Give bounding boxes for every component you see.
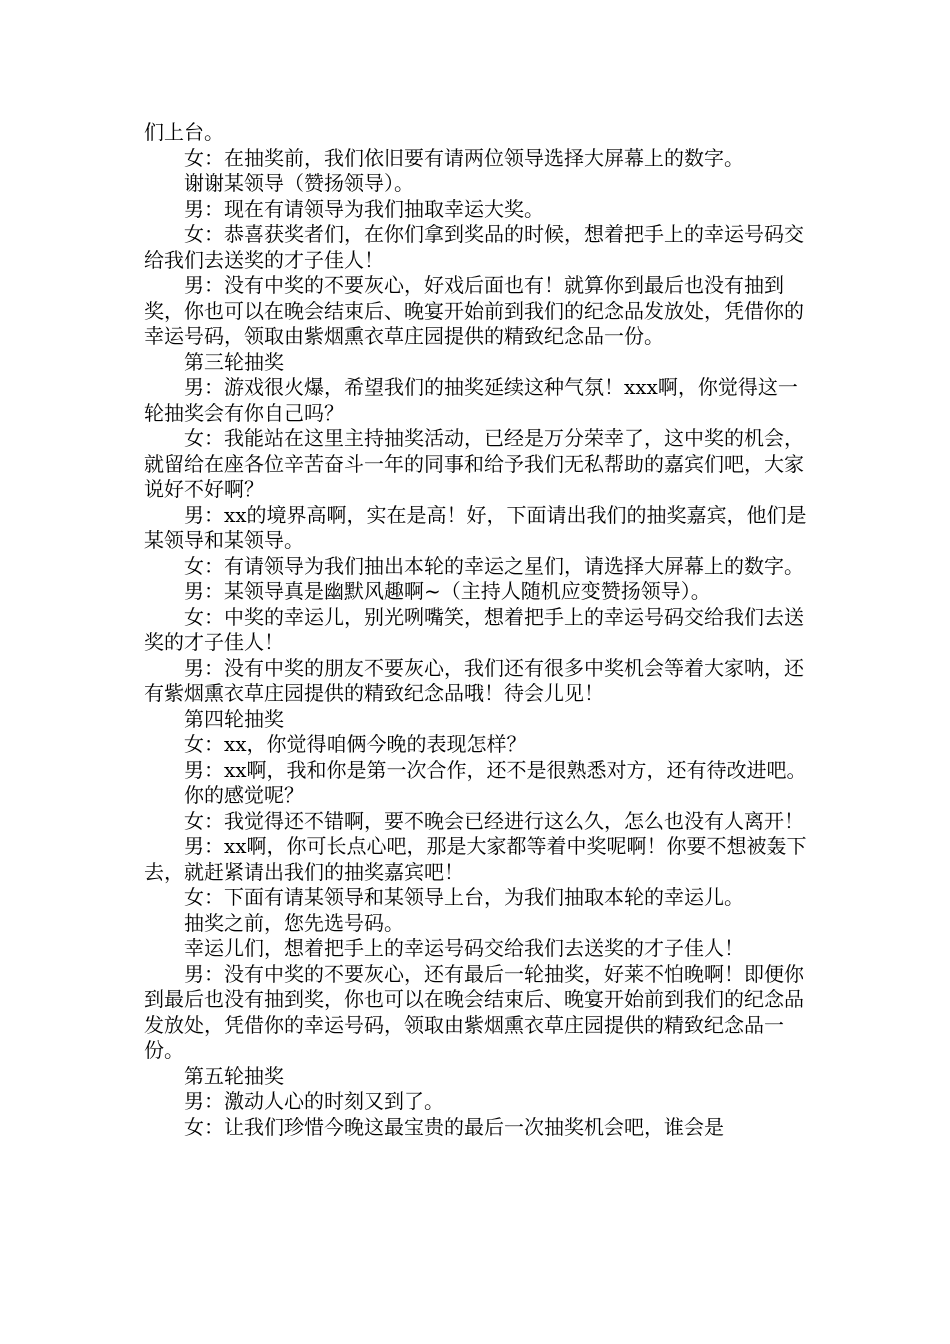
paragraph-continuation: 们上台。 — [144, 120, 224, 144]
paragraph-male-round3-consolation: 男：没有中奖的朋友不要灰心，我们还有很多中奖机会等着大家呐，还有紫烟熏衣草庄园提供的精致纪念品哦！待会儿见！ — [144, 655, 804, 705]
section-heading-round-4: 第四轮抽奖 — [184, 706, 284, 731]
paragraph-female-round3-select: 女：有请领导为我们抽出本轮的幸运之星们，请选择大屏幕上的数字。 — [184, 553, 804, 578]
paragraph-male-invite-leader: 男：现在有请领导为我们抽取幸运大奖。 — [184, 196, 544, 221]
section-heading-round-5: 第五轮抽奖 — [184, 1063, 284, 1088]
paragraph-male-consolation: 男：没有中奖的不要灰心，好戏后面也有！就算你到最后也没有抽到奖，你也可以在晚会结束后、晚宴开始前到我们的纪念品发放处，凭借你的幸运号码，领取由紫烟熏衣草庄园提供的精致纪念品一份。 — [144, 273, 804, 348]
paragraph-thanks-leader: 谢谢某领导（赞扬领导）。 — [184, 171, 414, 195]
document-body — [144, 120, 814, 1140]
paragraph-female-round3-winners: 女：中奖的幸运儿，别光咧嘴笑，想着把手上的幸运号码交给我们去送奖的才子佳人！ — [144, 604, 804, 654]
paragraph-male-round4-joke: 男：xx啊，你可长点心吧，那是大家都等着中奖呢啊！你要不想被轰下去，就赶紧请出我们的抽奖嘉宾吧！ — [144, 834, 807, 884]
paragraph-female-round4-winners: 幸运儿们，想着把手上的幸运号码交给我们去送奖的才子佳人！ — [184, 936, 744, 960]
paragraph-female-draw-intro: 女：在抽奖前，我们依旧要有请两位领导选择大屏幕上的数字。 — [184, 145, 744, 170]
paragraph-female-round4-invite: 女：下面有请某领导和某领导上台，为我们抽取本轮的幸运儿。 — [184, 885, 744, 909]
paragraph-female-round4-question: 女：xx，你觉得咱俩今晚的表现怎样？ — [184, 732, 527, 756]
paragraph-female-round4-select: 抽奖之前，您先选号码。 — [184, 910, 404, 935]
paragraph-female-round3-reply: 女：我能站在这里主持抽奖活动，已经是万分荣幸了，这中奖的机会，就留给在座各位辛苦奋斗一年的同事和给予我们无私帮助的嘉宾们吧，大家说好不好啊？ — [144, 426, 804, 501]
section-heading-round-3: 第三轮抽奖 — [184, 349, 284, 374]
paragraph-male-round4-consolation: 男：没有中奖的不要灰心，还有最后一轮抽奖，好莱不怕晚啊！即便你到最后也没有抽到奖，你也可以在晚会结束后、晚宴开始前到我们的纪念品发放处，凭借你的幸运号码，领取由紫烟熏衣草庄园提供的精致纪念品一份。 — [144, 961, 804, 1062]
paragraph-female-round4-reply: 女：我觉得还不错啊，要不晚会已经进行这么久，怎么也没有人离开！ — [184, 808, 804, 833]
paragraph-female-round5-open: 女：让我们珍惜今晚这最宝贵的最后一次抽奖机会吧，谁会是 — [184, 1114, 724, 1139]
paragraph-female-congrats: 女：恭喜获奖者们，在你们拿到奖品的时候，想着把手上的幸运号码交给我们去送奖的才子佳人！ — [144, 222, 804, 272]
paragraph-male-round4-answer: 男：xx啊，我和你是第一次合作，还不是很熟悉对方，还有待改进吧。 — [184, 757, 807, 782]
paragraph-male-round3-open: 男：游戏很火爆，希望我们的抽奖延续这种气氛！xxx啊，你觉得这一轮抽奖会有你自己吗？ — [144, 375, 798, 425]
paragraph-male-round3-guests: 男：xx的境界高啊，实在是高！好，下面请出我们的抽奖嘉宾，他们是某领导和某领导。 — [144, 502, 807, 552]
paragraph-male-round5-open: 男：激动人心的时刻又到了。 — [184, 1089, 444, 1113]
paragraph-male-round3-praise: 男：某领导真是幽默风趣啊~（主持人随机应变赞扬领导）。 — [184, 579, 711, 603]
paragraph-male-round4-ask-back: 你的感觉呢？ — [184, 783, 304, 807]
